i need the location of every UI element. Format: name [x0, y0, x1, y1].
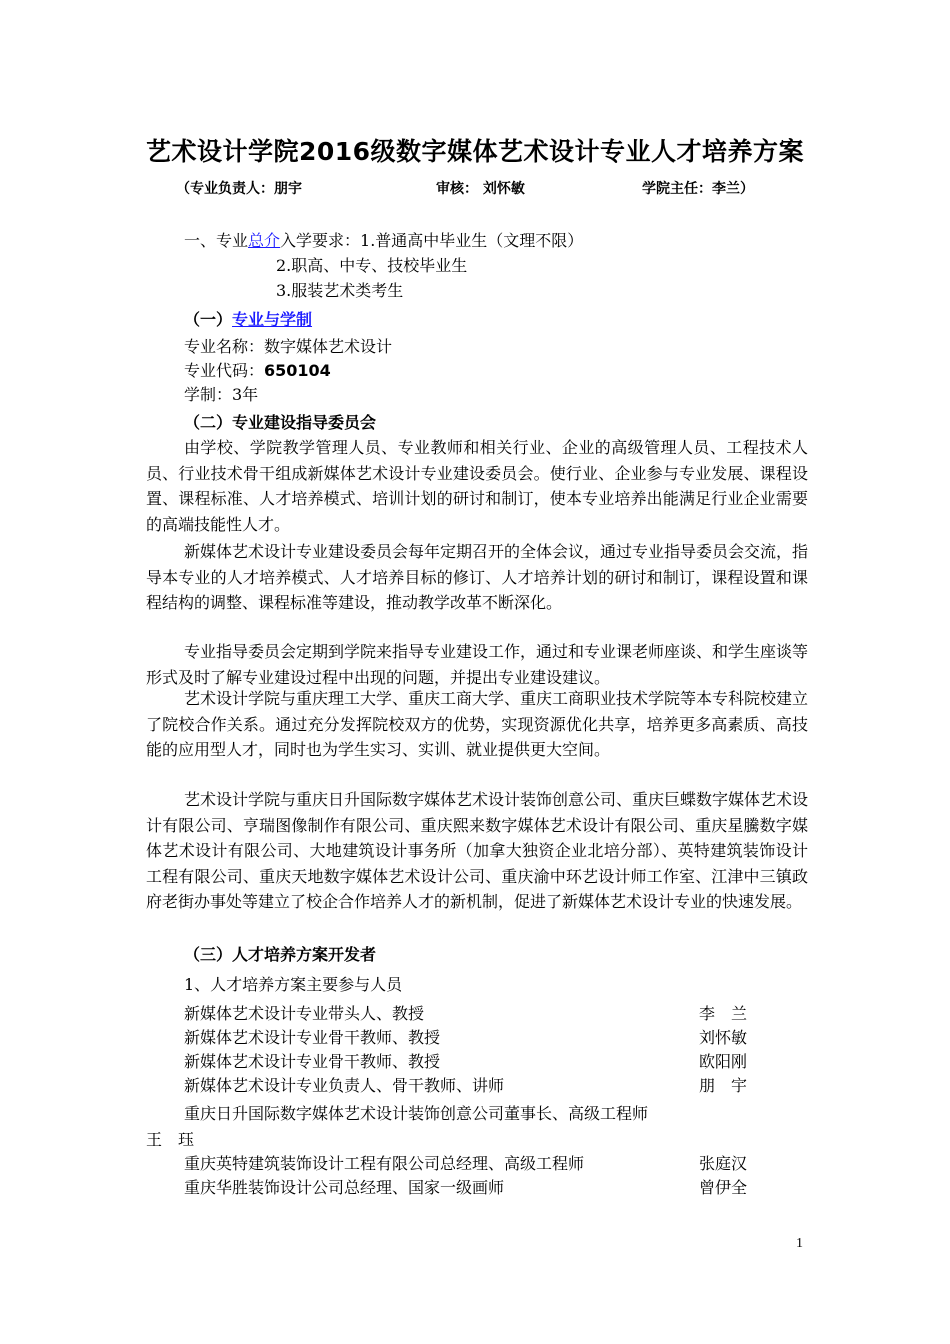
participant-role: 新媒体艺术设计专业骨干教师、教授: [184, 1052, 441, 1071]
participant-role: 新媒体艺术设计专业骨干教师、教授: [184, 1028, 441, 1047]
paragraph: 由学校、学院教学管理人员、专业教师和相关行业、企业的高级管理人员、工程技术人员、行业技术骨干组成新媒体艺术设计专业建设委员会。使行业、企业参与专业发展、课程设置、课程标准、人才培养模式、培训计划的研讨和制订，使本专业培养出能满足行业企业需要的高端技能性人才。: [146, 438, 808, 534]
participant-name: 李 兰: [698, 1004, 747, 1023]
paragraph: 艺术设计学院与重庆理工大学、重庆工商大学、重庆工商职业技术学院等本专科院校建立了院校合作关系。通过充分发挥院校双方的优势，实现资源优化共享，培养更多高素质、高技能的应用型人才，同时也为学生实习、实训、就业提供更大空间。: [146, 689, 809, 759]
section1-prefix: 一、专业: [184, 231, 249, 250]
document-title: 艺术设计学院2016级数字媒体艺术设计专业人才培养方案: [145, 137, 805, 166]
signature-director: 学院主任：李兰）: [642, 181, 754, 197]
overview-link[interactable]: 总介: [248, 231, 281, 250]
participant-name: 朋 宇: [698, 1076, 747, 1095]
signature-head: （专业负责人：朋宇: [176, 181, 302, 197]
participant-wrap-role: 重庆日升国际数字媒体艺术设计装饰创意公司董事长、高级工程师: [184, 1104, 649, 1123]
participant-name: 刘怀敏: [698, 1028, 747, 1047]
major-code-value: 650104: [264, 361, 331, 380]
paragraph: 专业指导委员会定期到学院来指导专业建设工作，通过和专业课老师座谈、和学生座谈等形式及时了解专业建设过程中出现的问题，并提出专业建设建议。: [146, 642, 809, 687]
admission-requirement-3: 3.服装艺术类考生: [276, 281, 404, 300]
participant-role: 新媒体艺术设计专业带头人、教授: [184, 1004, 425, 1023]
paragraph: 艺术设计学院与重庆日升国际数字媒体艺术设计装饰创意公司、重庆巨蝶数字媒体艺术设计有限公司、亨瑞图像制作有限公司、重庆熙来数字媒体艺术设计有限公司、重庆星騰数字媒体艺术设计有限公司、大地建筑设计事务所（加拿大独资企业北培分部）、英特建筑装饰设计工程有限公司、重庆天地数字媒体艺术设计公司、重庆渝中环艺设计师工作室、江津中三镇政府老街办事处等建立了校企合作培养人才的新机制，促进了新媒体艺术设计专业的快速发展。: [146, 790, 809, 911]
sub3-heading: （三）人才培养方案开发者: [184, 945, 377, 964]
paragraph: 新媒体艺术设计专业建设委员会每年定期召开的全体会议，通过专业指导委员会交流，指导本专业的人才培养模式、人才培养目标的修订、人才培养计划的研讨和制订，课程设置和课程结构的调整、课程标准等建设，推动教学改革不断深化。: [146, 542, 809, 612]
sub2-heading: （二）专业建设指导委员会: [184, 413, 377, 432]
duration-line: 学制：3年: [184, 385, 259, 404]
admission-requirement-1: 入学要求：1.普通高中毕业生（文理不限）: [280, 231, 584, 250]
admission-requirement-2: 2.职高、中专、技校毕业生: [276, 256, 468, 275]
participant-role: 新媒体艺术设计专业负责人、骨干教师、讲师: [184, 1076, 505, 1095]
major-and-duration-link[interactable]: 专业与学制: [232, 310, 313, 329]
major-name-value: 数字媒体艺术设计: [264, 337, 393, 356]
major-name-line: [184, 334, 392, 357]
participant-wrap-name: 王 珏: [146, 1130, 195, 1149]
major-code-line: [184, 358, 331, 381]
section1-line: [184, 228, 583, 251]
participant-role: 重庆华胜装饰设计公司总经理、国家一级画师: [184, 1178, 505, 1197]
participant-name: 张庭汉: [698, 1154, 747, 1173]
sub1-prefix: （一）: [184, 310, 233, 329]
participant-role: 重庆英特建筑装饰设计工程有限公司总经理、高级工程师: [184, 1154, 585, 1173]
page-number: 1: [796, 1236, 803, 1251]
major-code-label: 专业代码：: [184, 361, 265, 380]
major-name-label: 专业名称：: [184, 337, 265, 356]
signature-review: 审核： 刘怀敏: [436, 181, 525, 197]
participant-name: 欧阳刚: [698, 1052, 747, 1071]
sub1-heading: [184, 307, 312, 330]
participant-name: 曾伊全: [698, 1178, 747, 1197]
participants-intro: 1、人才培养方案主要参与人员: [184, 975, 403, 994]
